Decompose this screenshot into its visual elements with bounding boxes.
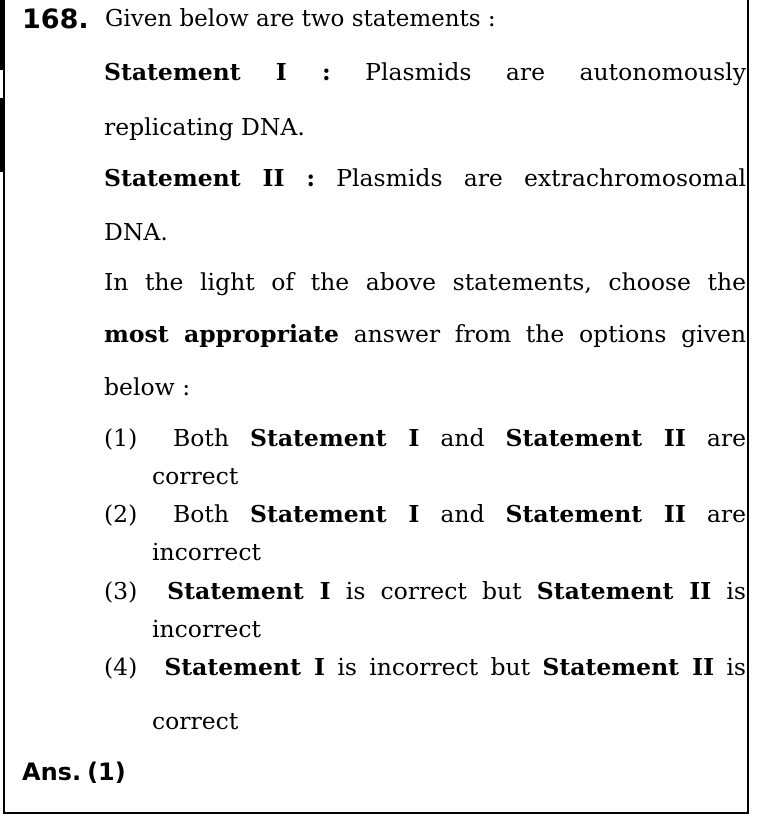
option-text: are	[706, 500, 746, 528]
statement-2-line1	[104, 164, 746, 192]
question-number: 168.	[22, 4, 89, 35]
option-continuation: correct	[152, 462, 239, 490]
instruction-line1: In the light of the above statements, choose the	[104, 268, 746, 296]
option-text: is	[726, 577, 746, 605]
option-number: (3)	[104, 577, 138, 605]
option-statement-2: Statement II	[542, 653, 715, 681]
instruction-line2	[104, 320, 746, 348]
instruction-emphasis: most appropriate	[104, 320, 339, 348]
option-2[interactable]	[104, 500, 746, 566]
option-text: are	[706, 424, 746, 452]
option-number: (2)	[104, 500, 138, 528]
option-continuation: incorrect	[152, 538, 261, 566]
option-statement-1: Statement I	[164, 653, 325, 681]
instruction-rest: answer from the options given	[353, 320, 746, 348]
option-1[interactable]	[104, 424, 746, 490]
statement-2-label: Statement II :	[104, 164, 316, 192]
option-number: (4)	[104, 653, 138, 681]
option-text: is	[726, 653, 746, 681]
option-continuation: correct	[152, 707, 239, 735]
statement-1-line2: replicating DNA.	[104, 113, 305, 141]
statement-1-text: Plasmids are autonomously	[365, 58, 746, 86]
margin-mark	[0, 98, 3, 172]
option-2-line	[104, 500, 746, 528]
option-3[interactable]	[104, 577, 746, 643]
option-statement-1: Statement I	[250, 424, 420, 452]
instruction-line3: below :	[104, 373, 191, 401]
option-3-line	[104, 577, 746, 605]
statement-1-label: Statement I :	[104, 58, 331, 86]
option-statement-2: Statement II	[505, 500, 686, 528]
statement-2-text: Plasmids are extrachromosomal	[336, 164, 746, 192]
option-text: is incorrect but	[337, 653, 531, 681]
option-text: and	[440, 424, 485, 452]
option-text: Both	[173, 424, 229, 452]
question-intro: Given below are two statements :	[105, 6, 496, 32]
option-statement-1: Statement I	[167, 577, 331, 605]
answer-label: Ans.	[22, 758, 82, 786]
option-text: is correct but	[345, 577, 522, 605]
statement-2-line2: DNA.	[104, 218, 168, 246]
option-statement-2: Statement II	[536, 577, 712, 605]
option-4-line	[104, 653, 746, 681]
answer	[22, 758, 126, 786]
option-continuation: incorrect	[152, 615, 261, 643]
margin-mark	[0, 0, 3, 70]
option-statement-2: Statement II	[505, 424, 686, 452]
statement-1-line1	[104, 58, 746, 86]
option-1-line	[104, 424, 746, 452]
option-statement-1: Statement I	[250, 500, 420, 528]
option-4[interactable]	[104, 653, 746, 735]
option-text: and	[440, 500, 485, 528]
option-number: (1)	[104, 424, 138, 452]
option-text: Both	[173, 500, 229, 528]
answer-value: (1)	[87, 758, 126, 786]
